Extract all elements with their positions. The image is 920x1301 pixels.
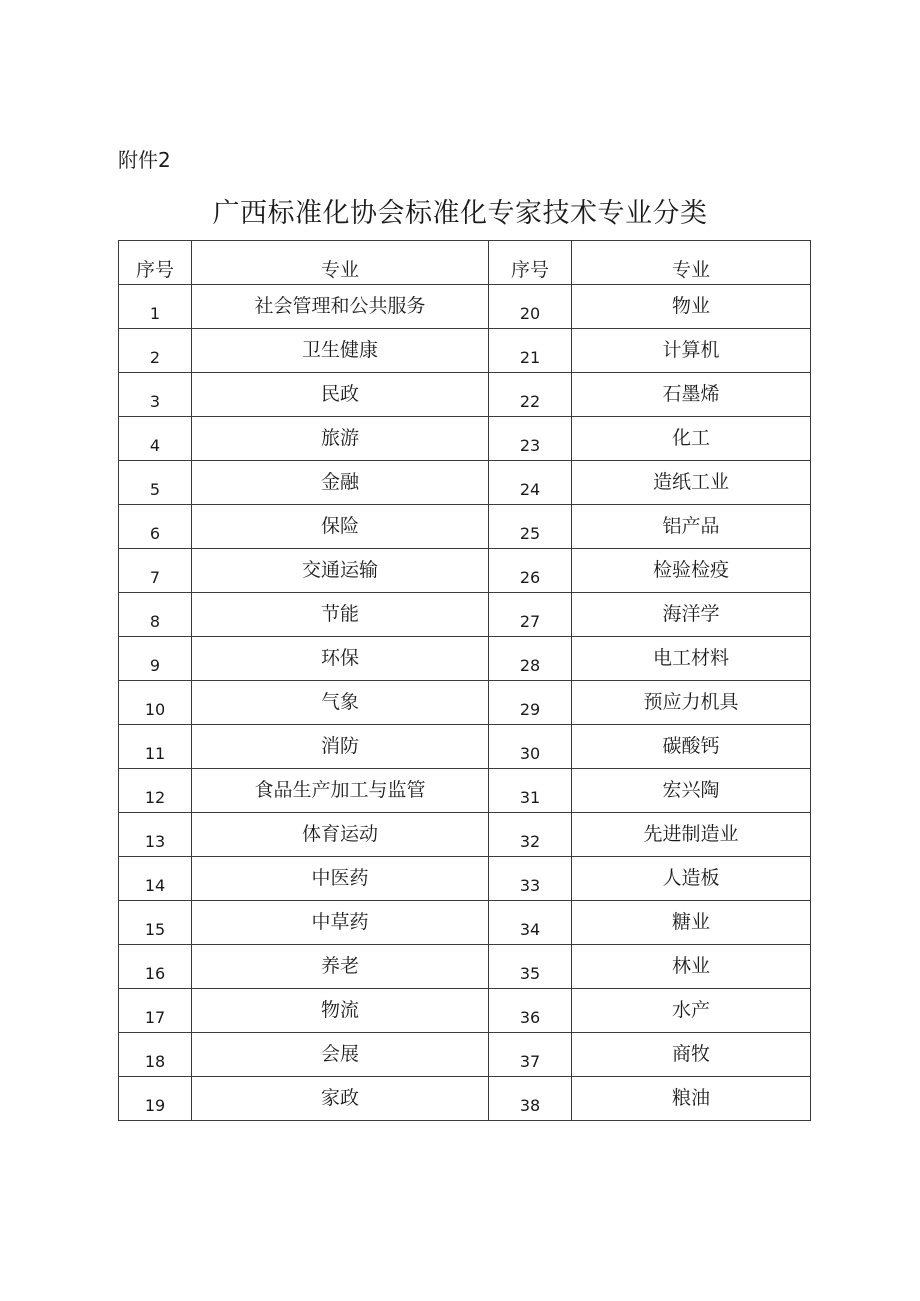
table-header-row [119,241,811,285]
table-row [119,549,811,593]
table-row [119,505,811,549]
header-serial-right: 序号 [489,241,572,285]
serial-left: 5 [119,461,192,505]
specialty-right: 铝产品 [572,505,811,549]
specialty-left: 会展 [192,1033,489,1077]
table-row [119,989,811,1033]
serial-right: 20 [489,285,572,329]
serial-right: 34 [489,901,572,945]
specialty-right: 石墨烯 [572,373,811,417]
serial-right: 32 [489,813,572,857]
serial-left: 7 [119,549,192,593]
specialty-left: 节能 [192,593,489,637]
table-row [119,813,811,857]
specialty-right: 物业 [572,285,811,329]
specialty-right: 海洋学 [572,593,811,637]
table-row [119,1077,811,1121]
attachment-label: 附件2 [118,148,171,172]
serial-right: 23 [489,417,572,461]
specialty-right: 水产 [572,989,811,1033]
serial-left: 2 [119,329,192,373]
specialty-right: 化工 [572,417,811,461]
header-specialty-left: 专业 [192,241,489,285]
serial-right: 36 [489,989,572,1033]
specialty-left: 消防 [192,725,489,769]
specialty-left: 气象 [192,681,489,725]
specialty-right: 计算机 [572,329,811,373]
specialty-right: 碳酸钙 [572,725,811,769]
specialty-right: 检验检疫 [572,549,811,593]
serial-right: 38 [489,1077,572,1121]
serial-right: 30 [489,725,572,769]
specialty-right: 造纸工业 [572,461,811,505]
serial-left: 17 [119,989,192,1033]
specialty-right: 粮油 [572,1077,811,1121]
specialty-left: 养老 [192,945,489,989]
serial-right: 25 [489,505,572,549]
specialty-left: 家政 [192,1077,489,1121]
specialty-left: 体育运动 [192,813,489,857]
serial-left: 14 [119,857,192,901]
specialty-right: 电工材料 [572,637,811,681]
table-row [119,857,811,901]
serial-right: 28 [489,637,572,681]
serial-right: 22 [489,373,572,417]
serial-left: 3 [119,373,192,417]
serial-left: 19 [119,1077,192,1121]
specialty-left: 民政 [192,373,489,417]
table-row [119,417,811,461]
serial-left: 11 [119,725,192,769]
serial-right: 29 [489,681,572,725]
table-row [119,945,811,989]
table-row [119,285,811,329]
specialty-left: 保险 [192,505,489,549]
serial-left: 10 [119,681,192,725]
table-row [119,637,811,681]
serial-right: 33 [489,857,572,901]
serial-right: 26 [489,549,572,593]
specialty-left: 物流 [192,989,489,1033]
specialty-left: 金融 [192,461,489,505]
specialty-left: 旅游 [192,417,489,461]
header-specialty-right: 专业 [572,241,811,285]
serial-left: 13 [119,813,192,857]
serial-left: 6 [119,505,192,549]
serial-left: 4 [119,417,192,461]
table-row [119,593,811,637]
table-row [119,901,811,945]
specialty-right: 糖业 [572,901,811,945]
serial-left: 1 [119,285,192,329]
serial-left: 16 [119,945,192,989]
specialty-left: 中医药 [192,857,489,901]
specialty-right: 林业 [572,945,811,989]
serial-left: 12 [119,769,192,813]
table-row [119,769,811,813]
serial-left: 15 [119,901,192,945]
document-title: 广西标准化协会标准化专家技术专业分类 [212,198,708,229]
specialty-left: 中草药 [192,901,489,945]
table-row [119,1033,811,1077]
specialty-left: 社会管理和公共服务 [192,285,489,329]
specialty-table [118,240,811,1121]
table-row [119,373,811,417]
table-row [119,329,811,373]
serial-right: 35 [489,945,572,989]
serial-right: 37 [489,1033,572,1077]
table-row [119,461,811,505]
specialty-left: 环保 [192,637,489,681]
serial-left: 9 [119,637,192,681]
table-row [119,681,811,725]
header-serial-left: 序号 [119,241,192,285]
specialty-left: 卫生健康 [192,329,489,373]
serial-left: 8 [119,593,192,637]
specialty-right: 宏兴陶 [572,769,811,813]
serial-right: 21 [489,329,572,373]
table-row [119,725,811,769]
specialty-left: 交通运输 [192,549,489,593]
specialty-right: 预应力机具 [572,681,811,725]
specialty-right: 人造板 [572,857,811,901]
specialty-right: 商牧 [572,1033,811,1077]
serial-left: 18 [119,1033,192,1077]
serial-right: 31 [489,769,572,813]
specialty-right: 先进制造业 [572,813,811,857]
specialty-left: 食品生产加工与监管 [192,769,489,813]
serial-right: 24 [489,461,572,505]
serial-right: 27 [489,593,572,637]
